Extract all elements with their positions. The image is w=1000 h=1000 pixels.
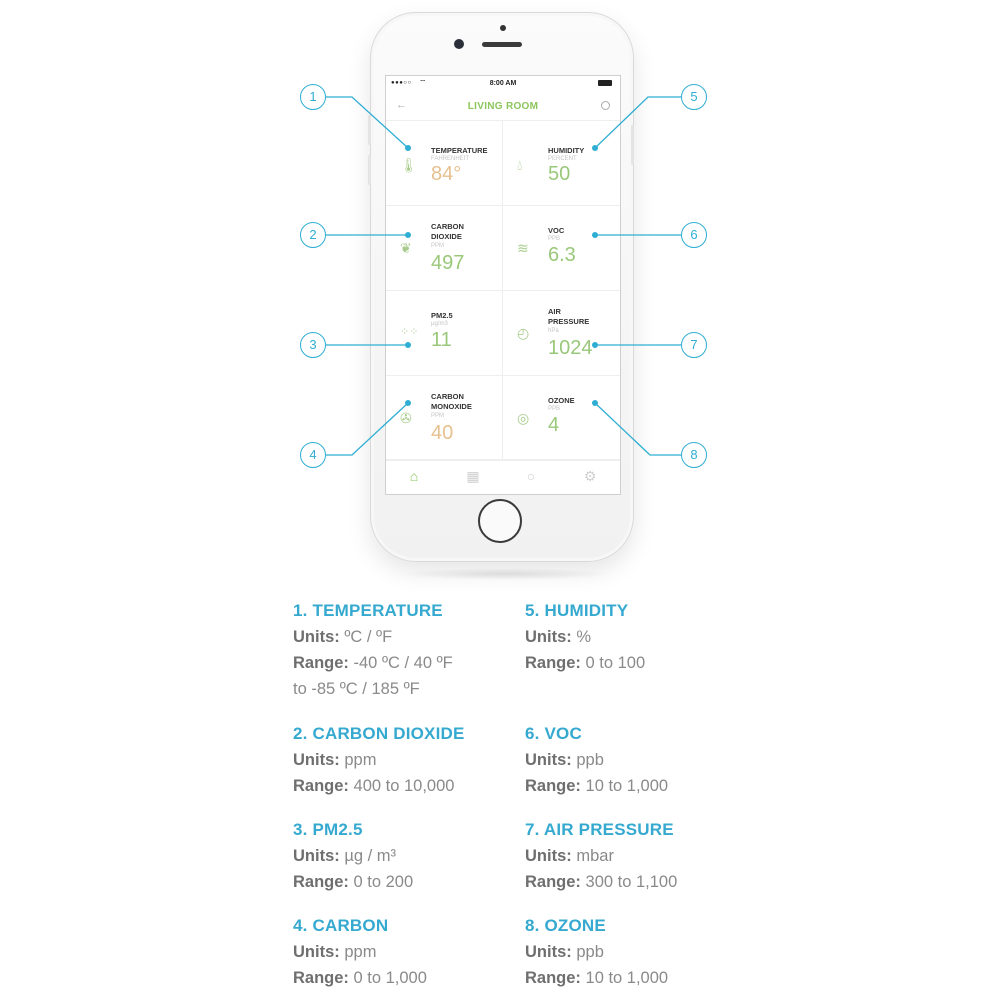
tab-bar	[386, 459, 620, 494]
legend-heading: 2. CARBON DIOXIDE	[293, 724, 465, 743]
settings-icon[interactable]: ⚙	[583, 468, 597, 484]
room-menu-icon[interactable]	[601, 101, 610, 110]
sensor-label: PM2.5	[431, 311, 453, 320]
units-label: Units:	[525, 943, 572, 961]
status-time: 8:00 AM	[489, 80, 517, 87]
range-label: Range:	[293, 873, 349, 891]
range-label: Range:	[525, 969, 581, 987]
sensor-unit: PPB	[548, 236, 561, 242]
nav-bar	[386, 92, 620, 121]
units-label: Units:	[293, 847, 340, 865]
units-label: Units:	[293, 943, 340, 961]
sensor-card-carbon-dioxide[interactable]	[386, 206, 503, 291]
legend-item-ozone	[525, 913, 668, 991]
sensor-value: 6.3	[548, 244, 576, 266]
units-value: ºC / ºF	[344, 628, 393, 646]
legend-heading: 1. TEMPERATURE	[293, 601, 443, 620]
range-value: 300 to 1,100	[585, 873, 678, 891]
legend-item-pm25	[293, 817, 413, 895]
range-label: Range:	[525, 654, 581, 672]
earpiece-speaker	[482, 42, 522, 47]
sensor-card-carbon-monoxide[interactable]	[386, 376, 503, 461]
range-value: 0 to 100	[585, 654, 646, 672]
sensor-label: TEMPERATURE	[431, 146, 488, 155]
legend-heading: 3. PM2.5	[293, 820, 363, 839]
status-bar	[386, 76, 620, 92]
callout-badge-2: 2	[300, 222, 326, 248]
range-value: 10 to 1,000	[585, 777, 669, 795]
phone-shadow	[400, 568, 610, 580]
sensor-card-humidity[interactable]	[503, 121, 620, 206]
units-value: mbar	[576, 847, 614, 865]
sensor-unit: µg/m3	[431, 321, 448, 327]
legend-item-temperature	[293, 598, 453, 702]
back-arrow-icon[interactable]: ←	[396, 99, 407, 111]
units-value: ppm	[344, 943, 377, 961]
legend-item-air-pressure	[525, 817, 677, 895]
sensor-value: 84°	[431, 163, 462, 185]
callout-badge-8: 8	[681, 442, 707, 468]
thermometer-icon: 🌡︎	[400, 157, 418, 173]
legend-item-voc	[525, 721, 668, 799]
units-value: ppb	[576, 943, 604, 961]
units-value: µg / m³	[344, 847, 397, 865]
sensor-unit: PPB	[548, 406, 561, 412]
sensor-card-air-pressure[interactable]	[503, 291, 620, 376]
sensor-label: OZONE	[548, 396, 575, 405]
sensor-grid	[386, 121, 620, 461]
sensor-value: 4	[548, 414, 560, 436]
range-label: Range:	[525, 873, 581, 891]
sensor-unit: FAHRENHEIT	[431, 156, 470, 162]
legend-item-carbon-monoxide	[293, 913, 427, 991]
sensor-card-voc[interactable]	[503, 206, 620, 291]
sensor-value: 1024	[548, 337, 593, 359]
sensor-value: 40	[431, 422, 454, 444]
units-value: ppb	[576, 751, 604, 769]
range-value: 0 to 1,000	[353, 969, 427, 987]
range-value: 10 to 1,000	[585, 969, 669, 987]
range-value-continued: to -85 ºC / 185 ºF	[293, 680, 420, 698]
units-value: %	[576, 628, 592, 646]
fan-icon: ✇	[400, 410, 412, 426]
legend-heading: 8. OZONE	[525, 916, 606, 935]
battery-icon	[598, 80, 612, 86]
callout-badge-7: 7	[681, 332, 707, 358]
callout-badge-3: 3	[300, 332, 326, 358]
callout-badge-5: 5	[681, 84, 707, 110]
leaf-icon: ❦	[400, 240, 412, 256]
range-value: -40 ºC / 40 ºF	[353, 654, 453, 672]
sensor-unit: PPM	[431, 413, 445, 419]
callout-badge-1: 1	[300, 84, 326, 110]
units-label: Units:	[293, 751, 340, 769]
room-title: LIVING ROOM	[467, 101, 539, 112]
home-icon[interactable]: ⌂	[409, 468, 419, 484]
wifi-icon: ⌔	[419, 78, 427, 87]
particles-icon: ⁘⁘	[400, 326, 419, 338]
sensor-label: CARBON DIOXIDE	[431, 222, 464, 241]
app-screen	[385, 75, 621, 495]
sensor-label: VOC	[548, 226, 565, 235]
legend-heading: 4. CARBON	[293, 916, 389, 935]
units-label: Units:	[293, 628, 340, 646]
legend-item-carbon-dioxide	[293, 721, 465, 799]
ozone-icon: ◎	[517, 410, 530, 426]
legend-item-humidity	[525, 598, 645, 676]
sensor-unit: PPM	[431, 243, 445, 249]
legend-heading: 6. VOC	[525, 724, 582, 743]
sensor-unit: PERCENT	[548, 156, 577, 162]
volume-down-button	[368, 155, 371, 185]
chat-icon[interactable]: ○	[526, 468, 536, 484]
calendar-icon[interactable]: ▦	[466, 468, 480, 484]
callout-badge-4: 4	[300, 442, 326, 468]
home-button[interactable]	[478, 499, 522, 543]
range-label: Range:	[525, 777, 581, 795]
sensor-label: HUMIDITY	[548, 146, 585, 155]
range-value: 400 to 10,000	[353, 777, 455, 795]
range-label: Range:	[293, 654, 349, 672]
wind-icon: ≋	[517, 240, 529, 256]
callout-badge-6: 6	[681, 222, 707, 248]
droplet-icon: 💧︎	[517, 157, 523, 173]
sensor-unit: hPa	[548, 328, 559, 334]
units-label: Units:	[525, 628, 572, 646]
signal-icon: ●●●○○	[391, 80, 412, 86]
range-label: Range:	[293, 969, 349, 987]
units-label: Units:	[525, 751, 572, 769]
sensor-card-pm25[interactable]	[386, 291, 503, 376]
range-value: 0 to 200	[353, 873, 414, 891]
front-camera	[454, 39, 464, 49]
sensor-label: AIR PRESSURE	[548, 307, 590, 326]
legend-heading: 5. HUMIDITY	[525, 601, 629, 620]
sensor-card-temperature[interactable]	[386, 121, 503, 206]
proximity-sensor	[500, 25, 506, 31]
legend-heading: 7. AIR PRESSURE	[525, 820, 674, 839]
range-label: Range:	[293, 777, 349, 795]
gauge-icon: ◴	[517, 325, 530, 341]
units-value: ppm	[344, 751, 377, 769]
sensor-value: 497	[431, 252, 465, 274]
volume-up-button	[368, 115, 371, 145]
units-label: Units:	[525, 847, 572, 865]
sensor-card-ozone[interactable]	[503, 376, 620, 461]
sensor-label: CARBON MONOXIDE	[431, 392, 472, 411]
sensor-value: 11	[431, 329, 452, 351]
sensor-value: 50	[548, 163, 571, 185]
power-button	[631, 125, 634, 165]
